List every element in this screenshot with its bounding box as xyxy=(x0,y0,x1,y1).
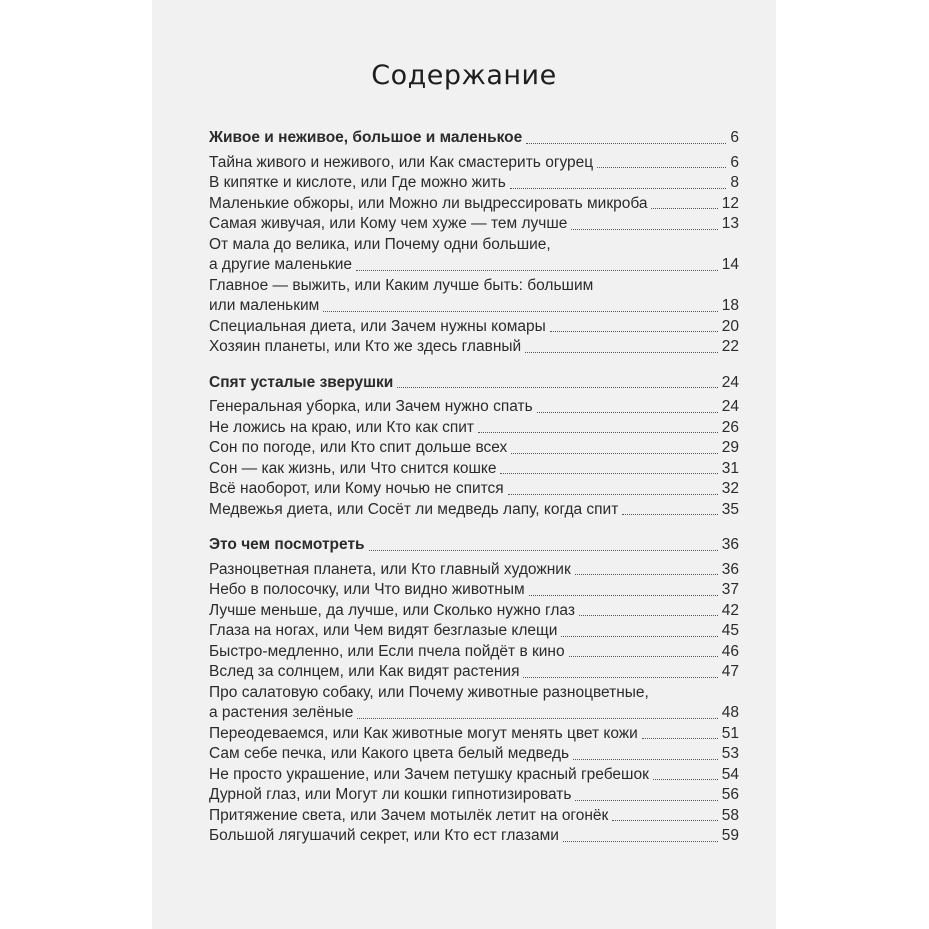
page-number: 46 xyxy=(721,642,739,660)
toc-entry[interactable] xyxy=(209,785,739,806)
page-number: 14 xyxy=(721,256,739,273)
leader-dots xyxy=(369,550,718,551)
leader-dots xyxy=(537,412,718,413)
leader-dots xyxy=(397,387,717,388)
leader-dots xyxy=(653,779,718,780)
page-number: 8 xyxy=(730,174,739,191)
section-title: Живое и неживое, большое и маленькое xyxy=(209,129,523,146)
toc-entry[interactable] xyxy=(209,397,739,418)
section-title: Это чем посмотреть xyxy=(209,536,365,553)
book-page xyxy=(152,0,776,929)
leader-dots xyxy=(642,738,718,739)
entry-title: Хозяин планеты, или Кто же здесь главный xyxy=(209,338,522,355)
entry-title: Быстро-медленно, или Если пчела пойдёт в кино xyxy=(209,642,565,660)
leader-dots xyxy=(323,311,717,312)
leader-dots xyxy=(575,574,718,575)
toc-section-heading[interactable] xyxy=(209,373,739,394)
entry-title: Глаза на ногах, или Чем видят безглазые клещи xyxy=(209,622,558,639)
page-number: 26 xyxy=(721,418,739,436)
toc-section xyxy=(209,535,739,847)
leader-dots xyxy=(523,677,717,678)
toc-entry[interactable] xyxy=(209,724,739,745)
leader-dots xyxy=(573,759,718,760)
toc-entry[interactable] xyxy=(209,560,739,581)
leader-dots xyxy=(510,188,727,189)
entry-title: В кипятке и кислоте, или Где можно жить xyxy=(209,174,506,191)
toc-entry[interactable] xyxy=(209,438,739,459)
page-number: 29 xyxy=(721,439,739,456)
toc-entry[interactable] xyxy=(209,296,739,317)
toc-entry[interactable] xyxy=(209,459,739,480)
leader-dots xyxy=(478,432,718,433)
entry-title: Не просто украшение, или Зачем петушку красный гребешок xyxy=(209,765,649,783)
toc-entry[interactable] xyxy=(209,194,739,215)
entry-title: Небо в полосочку, или Что видно животным xyxy=(209,581,525,598)
toc-entry[interactable] xyxy=(209,580,739,601)
entry-title: Вслед за солнцем, или Как видят растения xyxy=(209,663,520,680)
entry-title: Разноцветная планета, или Кто главный художник xyxy=(209,560,571,578)
toc-section xyxy=(209,128,739,358)
section-title: Спят усталые зверушки xyxy=(209,373,394,391)
toc-entry[interactable] xyxy=(209,826,739,847)
page-number: 35 xyxy=(721,500,739,518)
page-number: 20 xyxy=(721,317,739,335)
leader-dots xyxy=(597,167,726,168)
table-of-contents xyxy=(209,128,739,862)
toc-entry[interactable] xyxy=(209,173,739,194)
page-number: 58 xyxy=(721,806,739,824)
page-number: 36 xyxy=(721,560,739,578)
entry-title: Сон по погоде, или Кто спит дольше всех xyxy=(209,439,508,456)
leader-dots xyxy=(563,841,718,842)
entry-title: Маленькие обжоры, или Можно ли выдрессировать микроба xyxy=(209,194,648,212)
leader-dots xyxy=(561,636,717,637)
page-number: 24 xyxy=(721,398,739,415)
entry-title: а другие маленькие xyxy=(209,256,353,273)
leader-dots xyxy=(579,615,718,616)
toc-entry[interactable] xyxy=(209,479,739,500)
toc-entry-first-line: Главное — выжить, или Каким лучше быть: большим xyxy=(209,276,594,294)
toc-entry[interactable] xyxy=(209,744,739,765)
entry-title: Переодеваемся, или Как животные могут менять цвет кожи xyxy=(209,724,638,742)
page-number: 6 xyxy=(730,153,739,171)
toc-entry[interactable] xyxy=(209,500,739,521)
leader-dots xyxy=(526,143,726,144)
page-number: 42 xyxy=(721,601,739,619)
leader-dots xyxy=(500,473,717,474)
leader-dots xyxy=(569,656,718,657)
entry-title: Сам себе печка, или Какого цвета белый медведь xyxy=(209,745,570,762)
page-number: 54 xyxy=(721,765,739,783)
toc-section xyxy=(209,373,739,521)
page-number: 53 xyxy=(721,745,739,762)
page-number: 31 xyxy=(721,459,739,477)
entry-title: или маленьким xyxy=(209,297,320,314)
toc-entry[interactable] xyxy=(209,662,739,683)
page-number: 37 xyxy=(721,581,739,598)
entry-title: Генеральная уборка, или Зачем нужно спать xyxy=(209,398,533,415)
page-number: 59 xyxy=(721,827,739,844)
page-number: 48 xyxy=(721,704,739,721)
page-number: 56 xyxy=(721,786,739,803)
leader-dots xyxy=(525,352,718,353)
entry-title: а растения зелёные xyxy=(209,704,354,721)
page-title: Содержание xyxy=(371,60,557,91)
leader-dots xyxy=(356,270,718,271)
leader-dots xyxy=(571,229,717,230)
page-number: 24 xyxy=(721,373,739,391)
leader-dots xyxy=(575,800,717,801)
page-number: 51 xyxy=(721,724,739,742)
leader-dots xyxy=(357,718,717,719)
toc-entry-first-line: Про салатовую собаку, или Почему животные разноцветные, xyxy=(209,683,649,701)
page-number: 36 xyxy=(721,536,739,553)
leader-dots xyxy=(651,208,717,209)
toc-entry[interactable] xyxy=(209,621,739,642)
leader-dots xyxy=(529,595,718,596)
toc-entry[interactable] xyxy=(209,601,739,622)
toc-entry[interactable] xyxy=(209,317,739,338)
entry-title: Большой лягушачий секрет, или Кто ест глазами xyxy=(209,827,559,844)
toc-entry[interactable] xyxy=(209,337,739,358)
toc-entry[interactable] xyxy=(209,153,739,174)
page-number: 6 xyxy=(730,129,739,146)
page-number: 12 xyxy=(721,194,739,212)
page-number: 45 xyxy=(721,622,739,639)
toc-entry[interactable] xyxy=(209,806,739,827)
toc-entry[interactable] xyxy=(209,255,739,276)
entry-title: Тайна живого и неживого, или Как смастерить огурец xyxy=(209,153,594,171)
leader-dots xyxy=(622,514,717,515)
page-number: 47 xyxy=(721,663,739,680)
page-number: 22 xyxy=(721,338,739,355)
entry-title: Сон — как жизнь, или Что снится кошке xyxy=(209,459,497,477)
entry-title: Дурной глаз, или Могут ли кошки гипнотизировать xyxy=(209,786,572,803)
page-number: 32 xyxy=(721,480,739,497)
entry-title: Всё наоборот, или Кому ночью не спится xyxy=(209,480,504,497)
toc-section-heading[interactable] xyxy=(209,535,739,556)
page-number: 13 xyxy=(721,215,739,232)
toc-section-heading[interactable] xyxy=(209,128,739,149)
leader-dots xyxy=(612,820,717,821)
leader-dots xyxy=(550,331,718,332)
toc-entry[interactable] xyxy=(209,214,739,235)
entry-title: Лучше меньше, да лучше, или Сколько нужно глаз xyxy=(209,601,575,619)
toc-entry[interactable] xyxy=(209,765,739,786)
entry-title: Медвежья диета, или Сосёт ли медведь лапу, когда спит xyxy=(209,500,619,518)
toc-entry[interactable] xyxy=(209,642,739,663)
leader-dots xyxy=(511,453,717,454)
toc-entry[interactable] xyxy=(209,418,739,439)
entry-title: Не ложись на краю, или Кто как спит xyxy=(209,418,474,436)
toc-entry[interactable] xyxy=(209,703,739,724)
toc-entry-first-line: От мала до велика, или Почему одни большие, xyxy=(209,235,551,253)
page-number: 18 xyxy=(721,297,739,314)
leader-dots xyxy=(508,494,718,495)
entry-title: Специальная диета, или Зачем нужны комары xyxy=(209,317,546,335)
entry-title: Самая живучая, или Кому чем хуже — тем лучше xyxy=(209,215,568,232)
entry-title: Притяжение света, или Зачем мотылёк летит на огонёк xyxy=(209,806,609,824)
